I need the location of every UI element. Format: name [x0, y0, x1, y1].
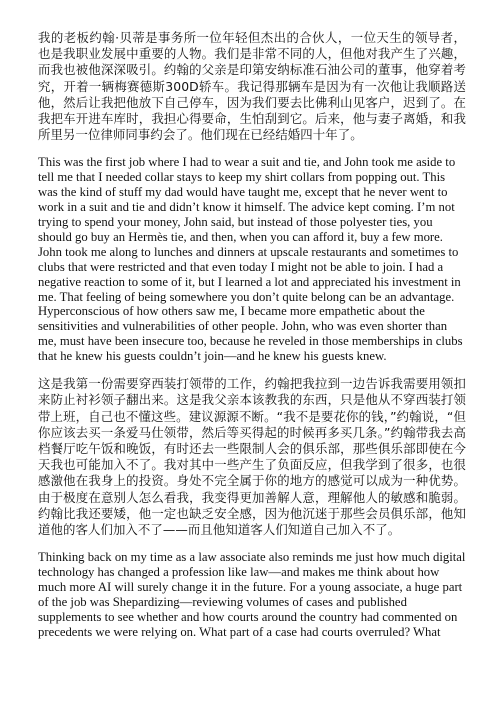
paragraph-en-4: Thinking back on my time as a law associate also reminds me just how much digital technology has changed a profession like law—and makes me think about how much more AI will surely change it in the future. For a young associate, a huge part of the job was Shepardizing—reviewing volumes of cases and published supplements to see whether and how courts around the country had commented on precedents we were relying on. What part of a case had courts overruled? What — [38, 550, 466, 639]
document-page — [38, 30, 466, 652]
paragraph-zh-3: 这是我第一份需要穿西装打领带的工作，约翰把我拉到一边告诉我需要用领扣来防止衬衫领子翻出来。这是我父亲本该教我的东西，只是他从不穿西装打领带上班，自己也不懂这些。建议源源不断。“我不是要花你的钱，”约翰说，“但你应该去买一条爱马仕领带，然后等买得起的时候再多买几条。”约翰带我去高档餐厅吃午饭和晚饭，有时还去一些限制人会的俱乐部，那些俱乐部即使在今天我也可能加入不了。我对其中一些产生了负面反应，但我学到了很多，也很感激他在我身上的投资。身处不完全属于你的地方的感觉可以成为一种优势。由于极度在意别人怎么看我，我变得更加善解人意，理解他人的敏感和脆弱。约翰比我还要矮，他一定也缺乏安全感，因为他沉迷于那些会员俱乐部，他知道他的客人们加入不了——而且他知道客人们知道自己加入不了。 — [38, 376, 466, 537]
paragraph-en-2: This was the first job where I had to wear a suit and tie, and John took me aside to tell me that I needed collar stays to keep my shirt collars from popping out. This was the kind of stuff my dad would have taught me, except that he never went to work in a suit and tie and didn’t know it himself. The advice kept coming. I’m not trying to spend your money, John said, but instead of those polyester ties, you should go buy an Hermès tie, and then, when you can afford it, buy a few more. John took me along to lunches and dinners at upscale restaurants and sometimes to clubs that were restricted and that even today I might not be able to join. I had a negative reaction to some of it, but I learned a lot and appreciated his investment in me. That feeling of being somewhere you don’t quite belong can be an advantage. Hyperconscious of how others saw me, I became more empathetic about the sensitivities and vulnerabilities of other people. John, who was even shorter than me, must have been insecure too, because he reveled in those memberships in clubs that he knew his guests couldn’t join—and he knew his guests knew. — [38, 155, 463, 364]
paragraph-zh-1: 我的老板约翰·贝蒂是事务所一位年轻但杰出的合伙人，一位天生的领导者，也是我职业发展中重要的人物。我们是非常不同的人，但他对我产生了兴趣，而我也被他深深吸引。约翰的父亲是印第安纳标准石油公司的董事，他穿着考究，开着一辆梅赛德斯300D轿车。我记得那辆车是因为有一次他让我顺路送他，然后让我把他放下自己停车，因为我们要去比佛利山见客户，迟到了。在我把车开进车库时，我担心得要命，生怕刮到它。后来，他与妻子离婚，和我所里另一位律师同事约会了。他们现在已经结婚四十年了。 — [38, 30, 466, 143]
